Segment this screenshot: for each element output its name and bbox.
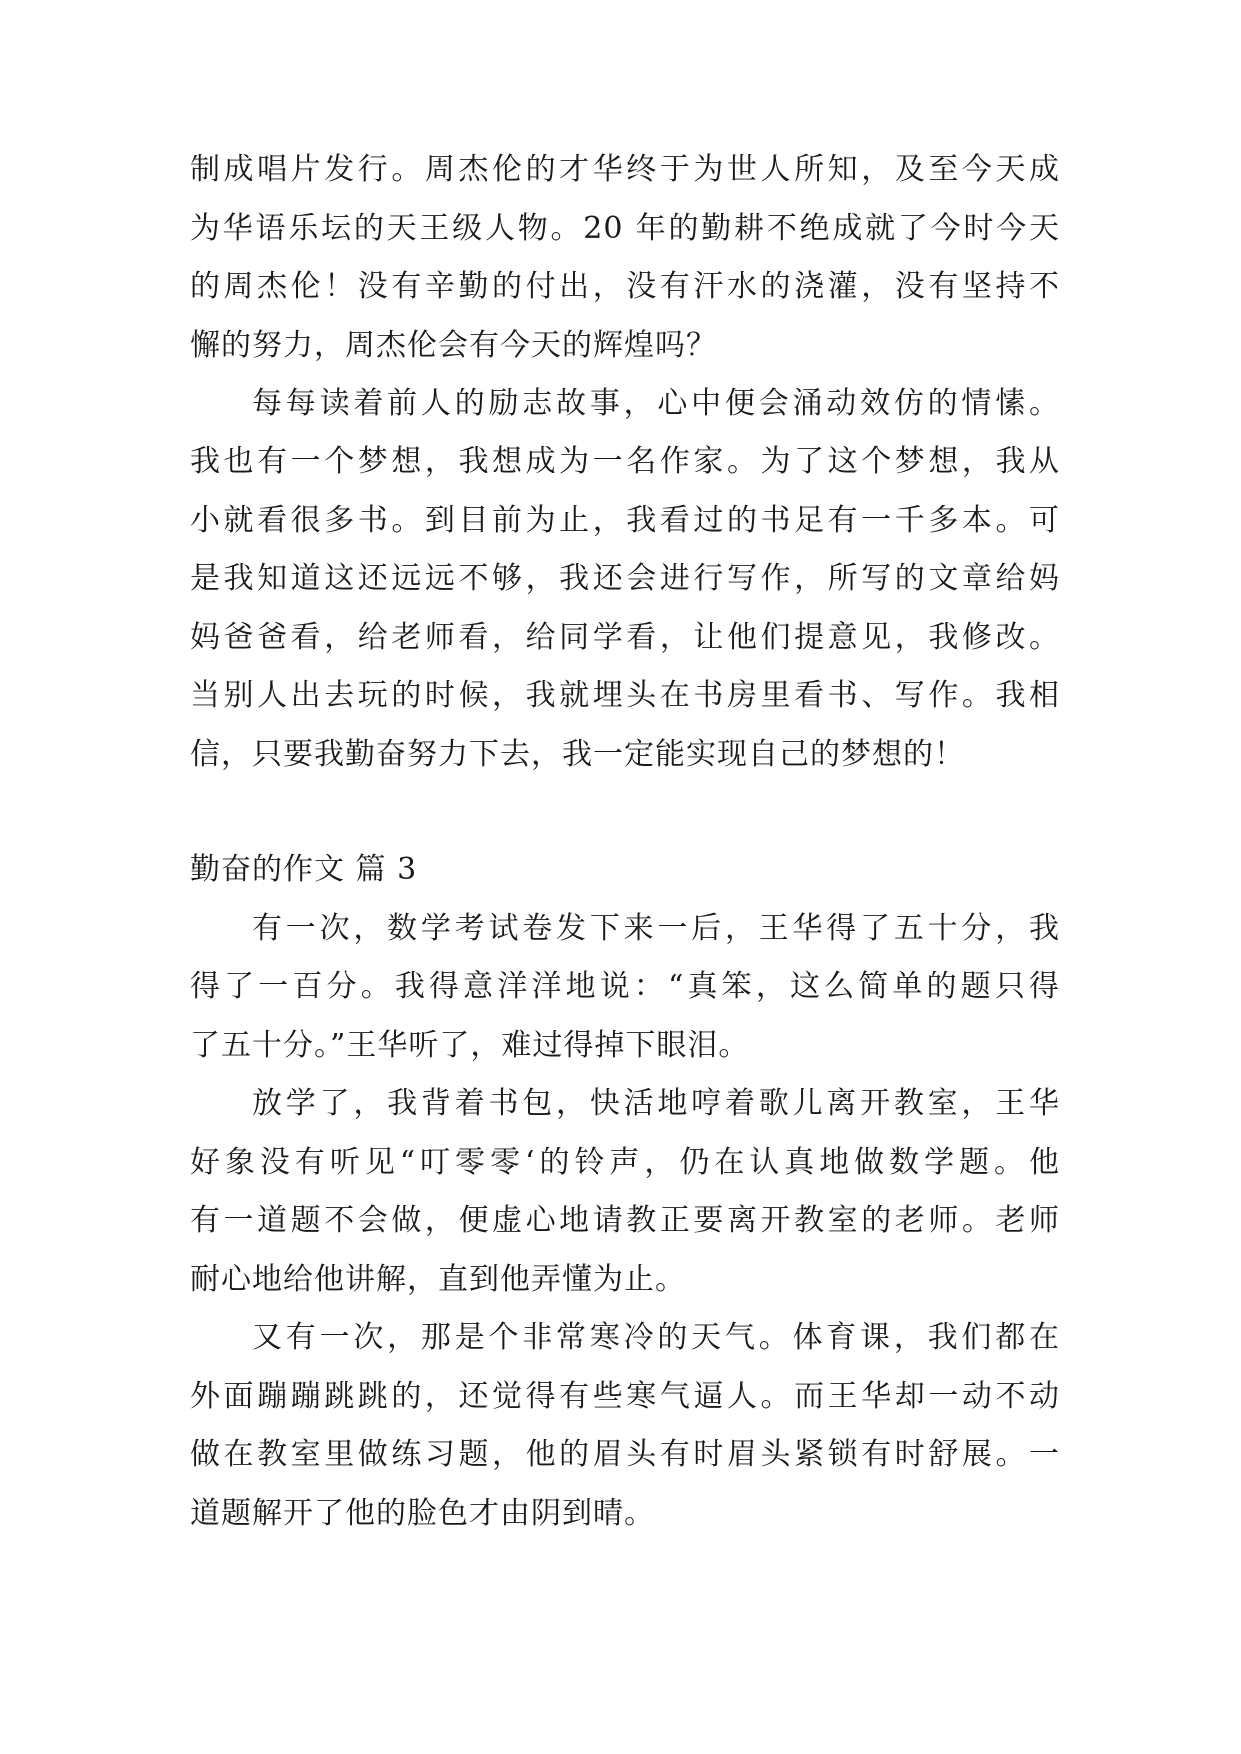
paragraph-line: 妈爸爸看，给老师看，给同学看，让他们提意见，我修改。: [190, 620, 1060, 655]
paragraph-line: 当别人出去玩的时候，我就埋头在书房里看书、写作。我相: [190, 678, 1060, 713]
paragraph-line: 的周杰伦！没有辛勤的付出，没有汗水的浇灌，没有坚持不: [190, 269, 1060, 304]
paragraph-line: 道题解开了他的脸色才由阴到晴。: [190, 1496, 655, 1531]
paragraph-line: 我也有一个梦想，我想成为一名作家。为了这个梦想，我从: [190, 444, 1060, 479]
paragraph-line: 信，只要我勤奋努力下去，我一定能实现自己的梦想的！: [190, 737, 965, 772]
paragraph-line: 每每读着前人的励志故事，心中便会涌动效仿的情愫。: [252, 386, 1060, 421]
paragraph-line: 制成唱片发行。周杰伦的才华终于为世人所知，及至今天成: [190, 152, 1060, 187]
paragraph-line: 得了一百分。我得意洋洋地说：“真笨，这么简单的题只得: [190, 969, 1060, 1004]
paragraph-line: 有一次，数学考试卷发下来一后，王华得了五十分，我: [252, 911, 1060, 946]
paragraph-line: 做在教室里做练习题，他的眉头有时眉头紧锁有时舒展。一: [190, 1437, 1060, 1472]
paragraph-line: 小就看很多书。到目前为止，我看过的书足有一千多本。可: [190, 503, 1060, 538]
paragraph-line: 又有一次，那是个非常寒冷的天气。体育课，我们都在: [252, 1320, 1060, 1355]
paragraph-line: 为华语乐坛的天王级人物。20 年的勤耕不绝成就了今时今天: [190, 211, 1060, 246]
section-heading: 勤奋的作文 篇 3: [190, 852, 418, 887]
paragraph-line: 了五十分。”王华听了，难过得掉下眼泪。: [190, 1028, 750, 1063]
paragraph-line: 是我知道这还远远不够，我还会进行写作，所写的文章给妈: [190, 561, 1060, 596]
paragraph-line: 有一道题不会做，便虚心地请教正要离开教室的老师。老师: [190, 1203, 1060, 1238]
paragraph-line: 外面蹦蹦跳跳的，还觉得有些寒气逼人。而王华却一动不动: [190, 1379, 1060, 1414]
paragraph-line: 好象没有听见“叮零零‘的铃声，仍在认真地做数学题。他: [190, 1145, 1060, 1180]
paragraph-line: 耐心地给他讲解，直到他弄懂为止。: [190, 1262, 686, 1297]
paragraph-line: 懈的努力，周杰伦会有今天的辉煌吗？: [190, 328, 717, 363]
paragraph-line: 放学了，我背着书包，快活地哼着歌儿离开教室，王华: [252, 1086, 1060, 1121]
